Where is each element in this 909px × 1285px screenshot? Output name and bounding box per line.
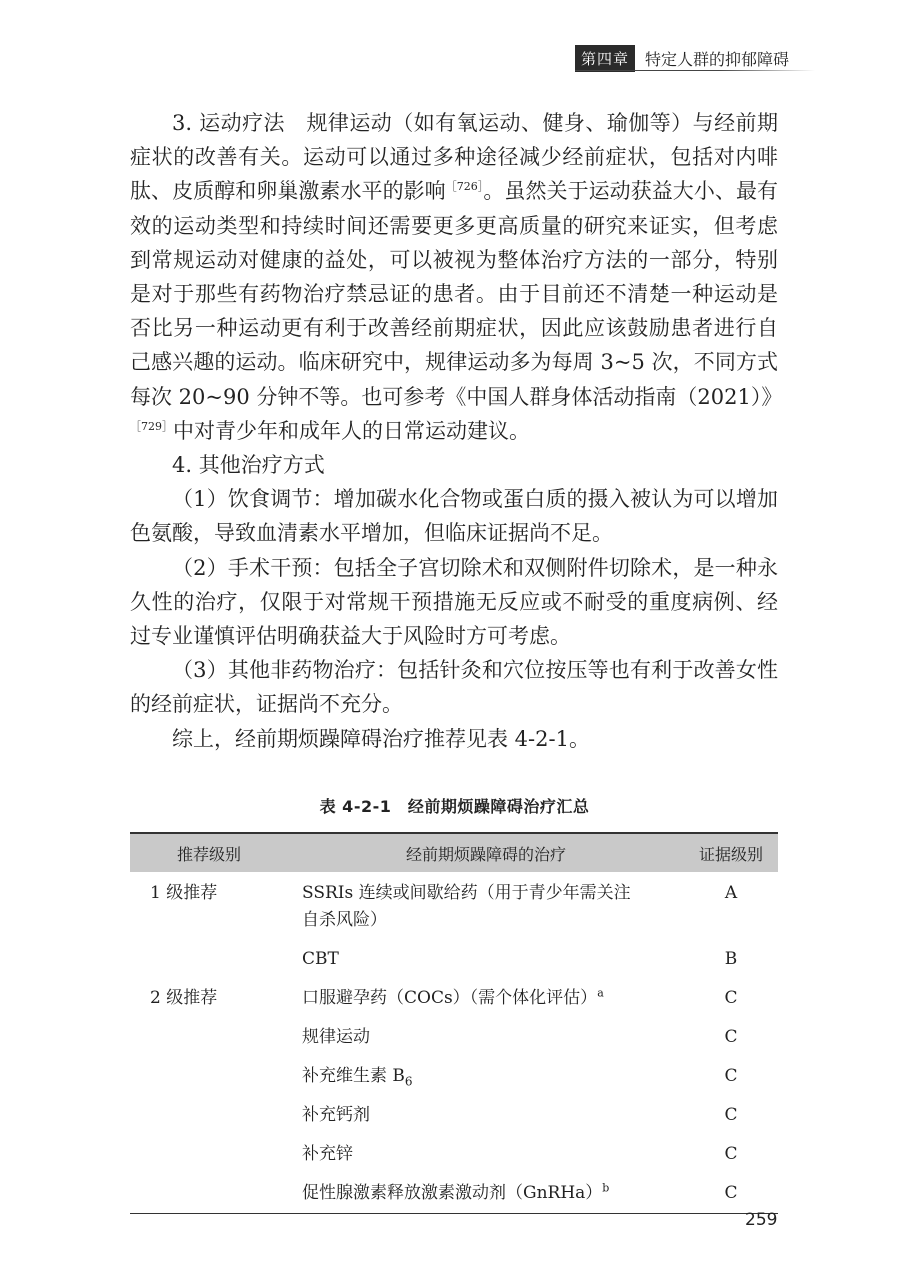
treatment-cell [288, 1174, 684, 1214]
paragraph-text: 中对青少年和成年人的日常运动建议。 [173, 418, 530, 443]
body-text [130, 106, 783, 756]
table-caption: 表 4-2-1 经前期烦躁障碍治疗汇总 [319, 797, 590, 816]
footnote-mark-b: b [602, 1181, 610, 1195]
running-header [575, 44, 789, 72]
table-row [130, 1057, 778, 1096]
table-row [130, 1018, 778, 1057]
table-row [130, 940, 778, 979]
treatment-cell [288, 872, 684, 940]
treatment-text: CBT [302, 949, 339, 969]
level-cell [130, 1174, 288, 1214]
treatment-table [130, 832, 778, 1214]
level-cell [130, 1057, 288, 1096]
treatment-cell [288, 940, 684, 979]
header-level: 推荐级别 [176, 844, 241, 864]
treatment-text: SSRIs 连续或间歇给药（用于青少年需关注自杀风险） [302, 883, 631, 930]
table-row [130, 979, 778, 1018]
chapter-title: 特定人群的抑郁障碍 [645, 49, 790, 69]
treatment-text: 补充维生素 B [302, 1066, 405, 1086]
evidence-cell: C [724, 1105, 738, 1125]
header-treatment: 经前期烦躁障碍的治疗 [405, 844, 566, 864]
level-cell [130, 1018, 288, 1057]
evidence-cell: B [724, 949, 738, 969]
treatment-cell [288, 1057, 684, 1096]
treatment-table-wrap [130, 832, 778, 1214]
paragraph-non-drug: （3）其他非药物治疗：包括针灸和穴位按压等也有利于改善女性的经前症状，证据尚不充分。 [130, 658, 778, 717]
subscript-6: 6 [404, 1074, 413, 1089]
table-row [130, 1096, 778, 1135]
header-evidence: 证据级别 [698, 844, 763, 864]
table-header-row [130, 833, 778, 872]
paragraph-summary: 综上，经前期烦躁障碍治疗推荐见表 4-2-1。 [172, 726, 590, 751]
table-row [130, 872, 778, 940]
paragraph-text: 3. 运动疗法 规律运动（如有氧运动、健身、瑜伽等）与经前期症状的改善有关。运动可以通过多种途径减少经前症状，包括对内啡肽、皮质醇和卵巢激素水平的影响 [130, 111, 778, 204]
citation-729: ［729］ [130, 419, 173, 433]
paragraph-surgery: （2）手术干预：包括全子宫切除术和双侧附件切除术，是一种永久性的治疗，仅限于对常规干预措施无反应或不耐受的重度病例、经过专业谨慎评估明确获益大于风险时方可考虑。 [130, 555, 778, 649]
citation-726: ［726］ [445, 180, 484, 194]
level-cell [130, 1096, 288, 1135]
treatment-text: 规律运动 [302, 1027, 370, 1047]
evidence-cell: C [724, 1066, 738, 1086]
paragraph-diet: （1）饮食调节：增加碳水化合物或蛋白质的摄入被认为可以增加色氨酸，导致血清素水平增加，但临床证据尚不足。 [130, 487, 778, 546]
footnote-mark-a: a [597, 986, 604, 1000]
evidence-cell: C [724, 988, 738, 1008]
treatment-cell [288, 1018, 684, 1057]
treatment-cell [288, 979, 684, 1018]
treatment-cell [288, 1096, 684, 1135]
evidence-cell: C [724, 1027, 738, 1047]
treatment-text: 口服避孕药（COCs）（需个体化评估） [302, 988, 598, 1008]
level-cell [130, 1135, 288, 1174]
header-rule [575, 70, 815, 71]
paragraph-text: 。虽然关于运动获益大小、最有效的运动类型和持续时间还需要更多更高质量的研究来证实，但考虑到常规运动对健康的益处，可以被视为整体治疗方法的一部分，特别是对于那些有药物治疗禁忌证的患者。由于目前还不清楚一种运动是否比另一种运动更有利于改善经前期症状，因此应该鼓励患者进行自己感兴趣的运动。临床研究中，规律运动多为每周 3~5 次，不同方式每次 20~90 分钟不等。也可参考《中国人群身体活动指南（2021）》 [130, 179, 783, 409]
level-cell: 1 级推荐 [150, 883, 218, 903]
paragraph-exercise-therapy [130, 106, 783, 448]
treatment-text: 补充钙剂 [302, 1105, 370, 1125]
evidence-cell: C [724, 1183, 738, 1203]
chapter-badge: 第四章 [575, 45, 635, 72]
table-row [130, 1135, 778, 1174]
level-cell: 2 级推荐 [150, 988, 218, 1008]
evidence-cell: C [724, 1144, 738, 1164]
paragraph-other-treatments: 4. 其他治疗方式 [172, 453, 325, 478]
evidence-cell: A [724, 883, 738, 903]
page-number: 259 [745, 1210, 778, 1230]
treatment-text: 促性腺激素释放激素激动剂（GnRHa） [302, 1183, 603, 1203]
treatment-cell [288, 1135, 684, 1174]
level-cell [130, 940, 288, 979]
treatment-text: 补充锌 [302, 1144, 353, 1164]
table-row [130, 1174, 778, 1214]
